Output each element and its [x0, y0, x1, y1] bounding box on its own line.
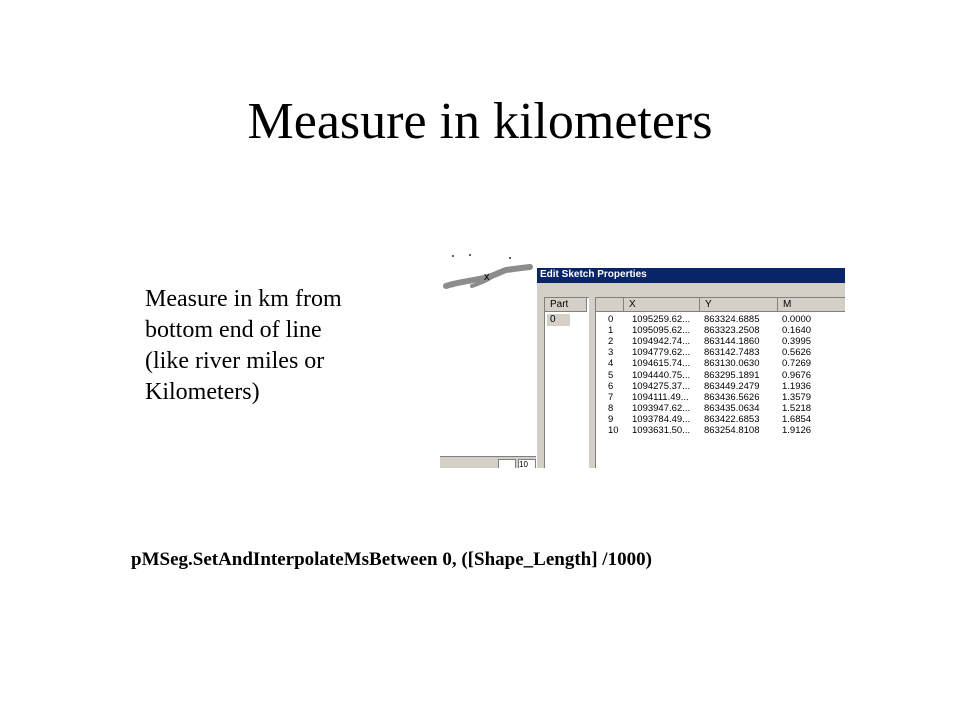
m-cell: 0.3995 — [782, 336, 812, 348]
column-header-index[interactable] — [596, 298, 624, 312]
x-cell: 1094942.74... — [632, 336, 691, 348]
index-cell: 6 — [608, 380, 614, 392]
map-marker: x — [484, 271, 490, 283]
m-cell: 0.9676 — [782, 369, 812, 381]
part-item[interactable]: 0 — [547, 314, 570, 326]
column-header-x[interactable]: X — [624, 298, 700, 312]
dialog-title: Edit Sketch Properties — [540, 269, 647, 280]
x-cell: 1095259.62... — [632, 314, 691, 325]
column-header-m[interactable]: M — [778, 298, 845, 312]
m-cell: 1.9126 — [782, 425, 812, 436]
map-dot — [509, 257, 511, 259]
m-cell: 0.5626 — [782, 347, 812, 359]
description-line: Kilometers) — [145, 379, 260, 405]
m-cell: 1.1936 — [782, 380, 812, 392]
x-cell: 1093947.62... — [632, 402, 691, 414]
description-text — [145, 284, 435, 408]
x-cell: 1095095.62... — [632, 325, 691, 337]
index-cell: 9 — [608, 413, 614, 425]
y-cell: 863142.7483 — [704, 347, 760, 359]
code-snippet: pMSeg.SetAndInterpolateMsBetween 0, ([Shape_Length] /1000) — [131, 549, 652, 570]
x-cell: 1094275.37... — [632, 380, 691, 392]
m-cell: 0.1640 — [782, 325, 812, 337]
m-cell: 1.5218 — [782, 402, 812, 414]
edit-sketch-properties-dialog — [536, 268, 845, 468]
y-cell: 863422.6853 — [704, 413, 760, 425]
x-cell: 1093631.50... — [632, 425, 691, 436]
index-cell: 2 — [608, 336, 614, 348]
x-cell: 1094440.75... — [632, 369, 691, 381]
m-cell: 0.0000 — [782, 314, 812, 325]
description-line: Measure in km from — [145, 286, 342, 312]
map-dot — [452, 255, 454, 257]
river-map — [440, 250, 538, 468]
index-cell: 4 — [608, 358, 614, 370]
m-cell: 1.3579 — [782, 391, 812, 403]
x-cell: 1094111.49... — [632, 391, 689, 403]
slide-title: Measure in kilometers — [247, 93, 713, 150]
y-cell: 863323.2508 — [704, 325, 760, 337]
index-cell: 7 — [608, 391, 614, 403]
scale-box[interactable] — [498, 459, 516, 468]
y-cell: 863130.0630 — [704, 358, 760, 370]
part-column-header[interactable]: Part — [545, 298, 587, 312]
vertex-table — [595, 297, 845, 468]
x-cell: 1094615.74... — [632, 358, 691, 370]
screenshot-inset — [440, 250, 845, 468]
y-cell: 863144.1860 — [704, 336, 760, 348]
y-cell: 863435.0634 — [704, 402, 760, 414]
y-cell: 863436.5626 — [704, 391, 760, 403]
scale-input[interactable]: 10 — [518, 459, 536, 468]
dialog-titlebar[interactable] — [537, 268, 845, 283]
y-cell: 863295.1891 — [704, 369, 760, 381]
index-cell: 0 — [608, 314, 614, 325]
x-cell: 1094779.62... — [632, 347, 691, 359]
y-cell: 863449.2479 — [704, 380, 760, 392]
map-status-strip — [440, 456, 538, 468]
table-row[interactable] — [596, 425, 845, 437]
index-cell: 1 — [608, 325, 614, 337]
description-line: (like river miles or — [145, 348, 325, 374]
index-cell: 8 — [608, 402, 614, 414]
part-list — [544, 297, 589, 468]
m-cell: 0.7269 — [782, 358, 812, 370]
x-cell: 1093784.49... — [632, 413, 691, 425]
column-header-y[interactable]: Y — [700, 298, 778, 312]
y-cell: 863324.6885 — [704, 314, 760, 325]
index-cell: 3 — [608, 347, 614, 359]
y-cell: 863254.8108 — [704, 425, 760, 436]
m-cell: 1.6854 — [782, 413, 812, 425]
index-cell: 5 — [608, 369, 614, 381]
map-dot — [469, 254, 471, 256]
description-line: bottom end of line — [145, 317, 322, 343]
index-cell: 10 — [608, 425, 619, 436]
